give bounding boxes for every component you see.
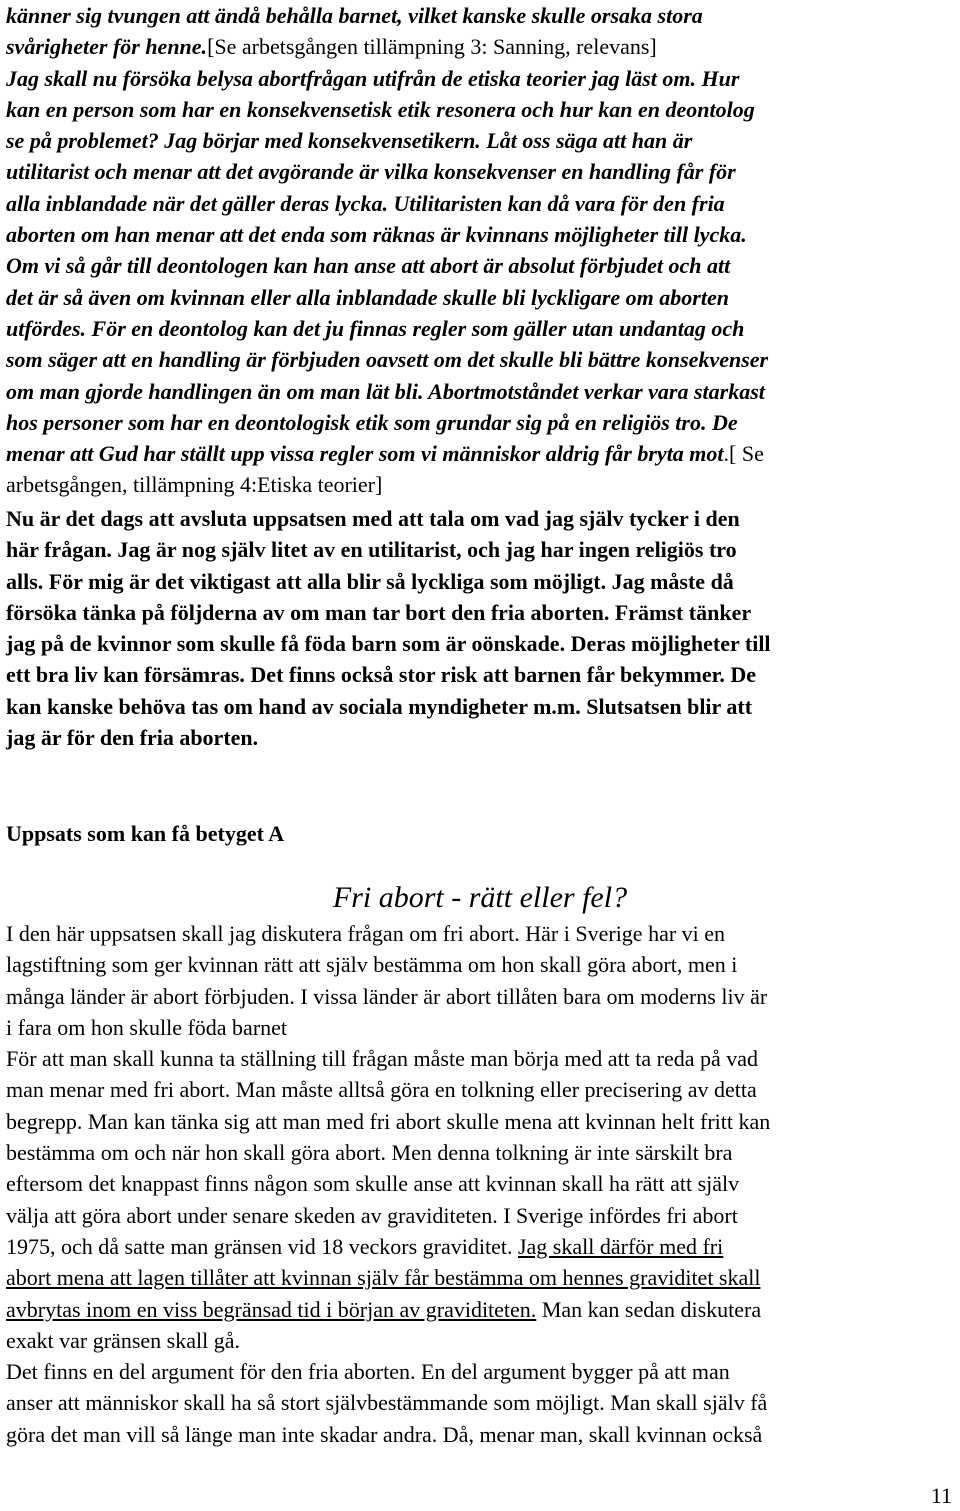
text-segment: jag på de kvinnor som skulle få föda barn som är oönskade. Deras möjligheter till xyxy=(6,631,771,657)
text-segment: många länder är abort förbjuden. I vissa länder är abort tillåten bara om moderns liv är xyxy=(6,983,768,1009)
text-line xyxy=(6,250,958,281)
text-segment: alls. För mig är det viktigast att alla blir så lyckliga som möjligt. Jag måste då xyxy=(6,568,734,594)
text-segment: 1975, och då satte man gränsen vid 18 veckors graviditet. xyxy=(6,1233,518,1259)
text-segment: ett bra liv kan försämras. Det finns också stor risk att barnen får bekymmer. De xyxy=(6,662,756,688)
text-line xyxy=(6,219,958,250)
text-line xyxy=(6,981,958,1012)
text-line xyxy=(6,313,958,344)
text-segment: man menar med fri abort. Man måste alltså göra en tolkning eller precisering av detta xyxy=(6,1077,757,1103)
text-line xyxy=(6,1262,958,1293)
text-line xyxy=(6,1168,958,1199)
text-segment: här frågan. Jag är nog själv litet av en utilitarist, och jag har ingen religiös tro xyxy=(6,537,737,563)
text-line xyxy=(6,31,958,62)
conclusion-paragraph xyxy=(6,503,958,753)
text-line xyxy=(6,1419,958,1450)
text-line xyxy=(6,63,958,94)
text-line xyxy=(6,597,958,628)
text-segment: aborten om han menar att det enda som räknas är kvinnans möjligheter till lycka. xyxy=(6,222,747,248)
text-line xyxy=(6,503,958,534)
text-segment: utfördes. För en deontolog kan det ju finnas regler som gäller utan undantag och xyxy=(6,315,745,341)
text-segment: Nu är det dags att avsluta uppsatsen med att tala om vad jag själv tycker i den xyxy=(6,506,740,531)
text-segment: arbetsgången, tillämpning 4:Etiska teorier] xyxy=(6,472,383,498)
text-segment: svårigheter för henne. xyxy=(6,34,208,60)
text-line xyxy=(6,125,958,156)
text-line xyxy=(6,94,958,125)
text-line xyxy=(6,344,958,375)
text-line xyxy=(6,1325,958,1356)
text-segment: jag är för den fria aborten. xyxy=(6,725,259,751)
text-segment: göra det man vill så länge man inte skadar andra. Då, menar man, skall kvinnan också xyxy=(6,1421,763,1447)
text-line xyxy=(6,376,958,407)
page-number: 11 xyxy=(930,1483,952,1508)
text-line xyxy=(6,1106,958,1137)
text-segment: bestämma om och när hon skall göra abort. Men denna tolkning är inte särskilt bra xyxy=(6,1140,733,1166)
text-line xyxy=(6,0,958,31)
text-segment: exakt var gränsen skall gå. xyxy=(6,1327,240,1353)
text-segment: .[ Se xyxy=(723,441,764,467)
text-line xyxy=(6,1231,958,1262)
text-line xyxy=(6,659,958,690)
text-line xyxy=(6,438,958,469)
text-segment: lagstiftning som ger kvinnan rätt att själv bestämma om hon skall göra abort, men i xyxy=(6,952,738,978)
text-line xyxy=(6,1043,958,1074)
text-line xyxy=(6,1137,958,1168)
text-line xyxy=(6,566,958,597)
essay-title: Fri abort - rätt eller fel? xyxy=(332,881,628,914)
text-line xyxy=(6,691,958,722)
text-line xyxy=(6,1074,958,1105)
text-line xyxy=(6,282,958,313)
text-line xyxy=(6,407,958,438)
text-line xyxy=(6,534,958,565)
text-segment: menar att Gud har ställt upp vissa regler som vi människor aldrig får bryta mot xyxy=(6,441,724,467)
text-line xyxy=(6,949,958,980)
text-segment: alla inblandade när det gäller deras lycka. Utilitaristen kan då vara för den fria xyxy=(6,190,725,216)
text-segment: Man kan sedan diskutera xyxy=(536,1296,762,1322)
text-segment: Om vi så går till deontologen kan han anse att abort är absolut förbjudet och att xyxy=(6,253,731,279)
text-segment: se på problemet? Jag börjar med konsekvensetikern. Låt oss säga att han är xyxy=(6,128,693,154)
text-segment: abort mena att lagen tillåter att kvinnan själv får bestämma om hennes graviditet skall xyxy=(6,1265,761,1291)
text-segment: känner sig tvungen att ändå behålla barnet, vilket kanske skulle orsaka stora xyxy=(6,3,703,28)
text-segment: som säger att en handling är förbjuden oavsett om det skulle bli bättre konsekvenser xyxy=(6,347,769,373)
text-segment: Jag skall nu försöka belysa abortfrågan utifrån de etiska teorier jag läst om. Hur xyxy=(6,65,740,91)
text-line xyxy=(6,1012,958,1043)
text-segment: hos personer som har en deontologisk etik som grundar sig på en religiös tro. De xyxy=(6,409,738,435)
text-segment: försöka tänka på följderna av om man tar bort den fria aborten. Främst tänker xyxy=(6,599,752,625)
text-segment: begrepp. Man kan tänka sig att man med fri abort skulle mena att kvinnan helt fritt kan xyxy=(6,1108,771,1134)
text-segment: avbrytas inom en viss begränsad tid i början av graviditeten. xyxy=(6,1296,537,1322)
text-segment: välja att göra abort under senare skeden av graviditeten. I Sverige infördes fri abort xyxy=(6,1202,738,1228)
text-line xyxy=(6,1356,958,1387)
text-line xyxy=(6,1387,958,1418)
essay-continuation-paragraphs xyxy=(6,0,958,501)
text-line xyxy=(6,628,958,659)
text-line xyxy=(6,469,958,500)
text-segment: Jag skall därför med fri xyxy=(517,1233,724,1259)
text-line xyxy=(6,1294,958,1325)
text-segment: I den här uppsatsen skall jag diskutera frågan om fri abort. Här i Sverige har vi en xyxy=(6,921,726,946)
text-segment: utilitarist och menar att det avgörande är vilka konsekvenser en handling får för xyxy=(6,159,736,185)
text-segment: kan en person som har en konsekvensetisk etik resonera och hur kan en deontolog xyxy=(6,96,755,122)
text-segment: det är så även om kvinnan eller alla inblandade skulle bli lyckligare om aborten xyxy=(6,284,729,310)
essay-a-body xyxy=(6,918,958,1450)
text-line xyxy=(6,722,958,753)
text-segment: [Se arbetsgången tillämpning 3: Sanning, relevans] xyxy=(207,34,657,60)
text-segment: anser att människor skall ha så stort självbestämmande som möjligt. Man skall själv få xyxy=(6,1390,768,1416)
text-segment: i fara om hon skulle föda barnet xyxy=(6,1014,288,1040)
text-line xyxy=(6,918,958,949)
text-segment: Det finns en del argument för den fria aborten. En del argument bygger på att man xyxy=(6,1359,730,1385)
text-line xyxy=(6,1200,958,1231)
text-segment: För att man skall kunna ta ställning till frågan måste man börja med att ta reda på vad xyxy=(6,1046,759,1072)
text-segment: kan kanske behöva tas om hand av sociala myndigheter m.m. Slutsatsen blir att xyxy=(6,693,753,719)
text-line xyxy=(6,188,958,219)
text-segment: om man gjorde handlingen än om man lät bli. Abortmotståndet verkar vara starkast xyxy=(6,378,765,404)
section-heading: Uppsats som kan få betyget A xyxy=(6,821,285,846)
text-segment: eftersom det knappast finns någon som skulle anse att kvinnan skall ha rätt att själv xyxy=(6,1171,740,1197)
text-line xyxy=(6,156,958,187)
